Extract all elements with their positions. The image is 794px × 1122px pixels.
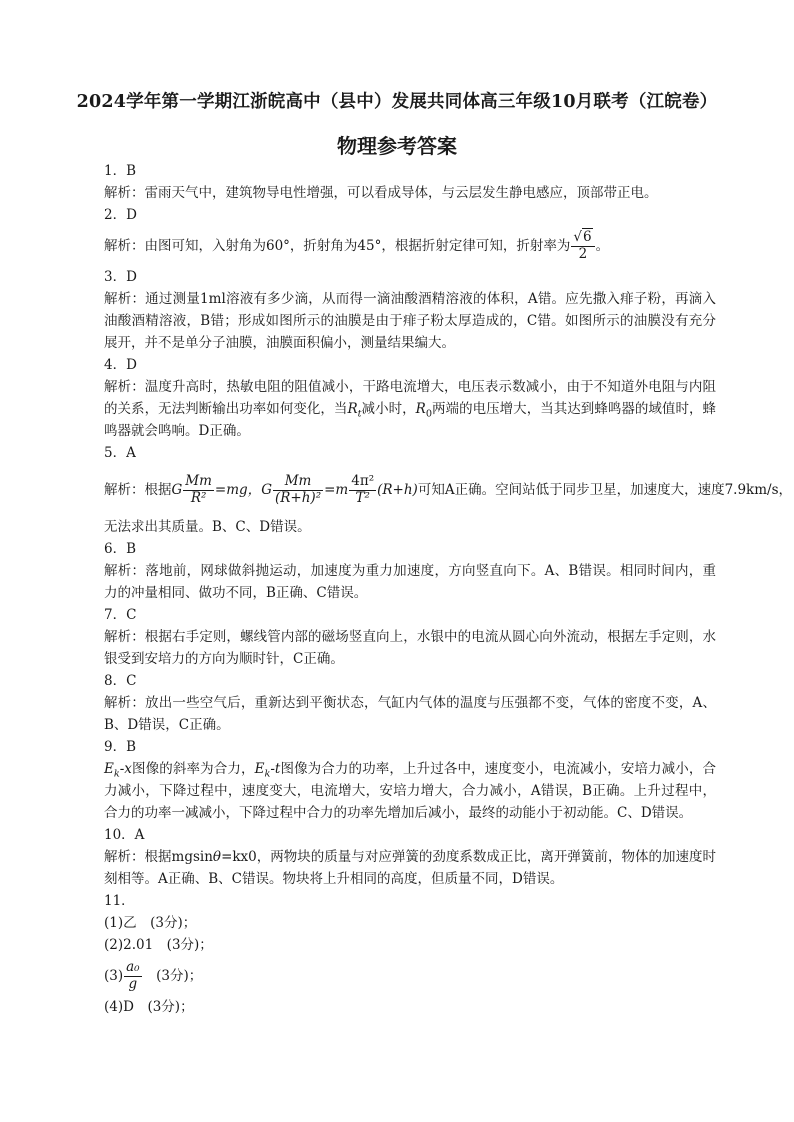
resistor-rt-sub: t — [357, 408, 362, 420]
answer-2-explanation — [104, 226, 716, 266]
answer-3-explanation: 解析：通过测量1ml溶液有多少滴，从而得一滴油酸酒精溶液的体积，A错。应先撒入痱子粉，再滴入油酸酒精溶液，B错；形成如图所示的油膜是由于痱子粉太厚造成的，C错。如图所示的油膜没有充分展开，并不是单分子油膜，油膜面积偏小，测量结果编大。 — [104, 291, 716, 351]
ratio-denominator: g — [128, 976, 138, 992]
answer-9-text-a: 图像的斜率为合力， — [131, 761, 255, 777]
answer-list — [104, 160, 793, 1018]
answer-8-number: 8．C — [104, 673, 137, 689]
gravity-constant-2: G — [261, 482, 272, 498]
answer-10-text-a: 解析：根据mgsin — [104, 849, 213, 865]
ek-t-var: -t — [270, 761, 281, 777]
answer-10-explanation — [104, 846, 716, 890]
part-3-label: (3) — [104, 968, 124, 984]
fraction-2-numerator: Mm — [273, 474, 323, 491]
answer-1-number: 1．B — [104, 163, 137, 179]
gravity-fraction-2 — [273, 474, 323, 506]
ek-t-symbol — [254, 761, 281, 780]
answer-2-number: 2．D — [104, 207, 137, 223]
answer-5-text-b: 可知A正确。空间站低于同步卫星，加速度大，速度7.9km/s， — [417, 482, 793, 498]
ek-x-letter: E — [104, 761, 114, 777]
answer-11-part-1: (1)乙 (3分)； — [104, 915, 197, 931]
answer-10-number: 10．A — [104, 827, 145, 843]
ratio-numerator: a₀ — [126, 959, 140, 976]
page-title: 2024学年第一学期江浙皖高中（县中）发展共同体高三年级10月联考（江皖卷） — [76, 92, 718, 112]
answer-4-text-c: 两端的电压增大，当其达到蜂鸣器的域值时，蜂鸣器就会鸣响。D正确。 — [104, 401, 717, 439]
resistor-rt-symbol: R — [347, 401, 358, 417]
acceleration-ratio-fraction — [124, 960, 141, 992]
equation-3-tail: (R+h) — [377, 482, 418, 498]
ek-t-sub: k — [264, 768, 271, 780]
refractive-index-fraction: $\frac{√6}{2}$ — [571, 230, 594, 262]
resistor-r0-sub: 0 — [425, 408, 432, 420]
ek-x-sub: k — [113, 768, 120, 780]
answer-11-part-4: (4)D (3分)； — [104, 999, 194, 1015]
ek-t-letter: E — [254, 761, 265, 777]
answer-2-text: 解析：由图可知，入射角为60°，折射角为45°，根据折射定律可知，折射率为 — [104, 238, 571, 254]
answer-5-text-a: 解析：根据 — [104, 482, 172, 498]
answer-9-text-b: 图像为合力的功率，上升过各中，速度变小，电流减小，安培力减小，合力减小，下降过程中，速度变大，电流增大，安培力增大，合力减小，A错误，B正确。上升过程中，合力的功率一减减小，下降过程中合力的功率先增加后减小，最终的动能小于初动能。C、D错误。 — [104, 761, 717, 821]
page-subtitle: 物理参考答案 — [337, 134, 457, 158]
answer-4-text-b: 减小时， — [361, 401, 416, 417]
answer-6-number: 6．B — [104, 541, 137, 557]
resistor-r0 — [415, 401, 432, 420]
period-fraction — [349, 474, 376, 506]
equation-2-rhs: =m — [324, 482, 349, 498]
sqrt-value: 6 — [582, 229, 592, 246]
ek-x-var: -x — [119, 761, 132, 777]
answer-5-explanation — [104, 464, 793, 516]
answer-6-explanation: 解析：落地前，网球做斜抛运动，加速度为重力加速度，方向竖直向下。A、B错误。相同时间内，重力的冲量相同、做功不同，B正确、C错误。 — [104, 563, 716, 601]
theta-symbol: θ — [212, 849, 222, 865]
answer-11-part-2: (2)2.01 (3分)； — [104, 937, 213, 953]
answer-2-tail: 。 — [595, 238, 610, 254]
answer-4-text-a: 解析：温度升高时，热敏电阻的阻值减小，干路电流增大，电压表示数减小，由于不知道外电阻与内阻的关系，无法判断输出功率如何变化，当 — [104, 379, 716, 417]
fraction-denominator: 2 — [578, 246, 588, 262]
fraction-3-numerator: 4π² — [351, 473, 375, 490]
answer-7-number: 7．C — [104, 607, 137, 623]
answer-5-conclusion: 无法求出其质量。B、C、D错误。 — [104, 519, 311, 535]
gravity-constant-1: G — [171, 482, 183, 498]
answer-7-explanation: 解析：根据右手定则，螺线管内部的磁场竖直向上，水银中的电流从圆心向外流动，根据左手定则，水银受到安培力的方向为顺时针，C正确。 — [104, 629, 716, 667]
ek-x-symbol — [104, 761, 132, 780]
fraction-1-numerator: Mm — [185, 473, 212, 490]
answer-4-number: 4．D — [104, 357, 137, 373]
answer-11-part-3 — [104, 956, 716, 996]
answer-10-text-b: =kx0，两物块的质量与对应弹簧的劲度系数成正比，离开弹簧前，物体的加速度时刻相等。A正确、B、C错误。物块将上升相同的高度，但质量不同，D错误。 — [104, 849, 716, 887]
fraction-2-denominator: (R+h)² — [274, 490, 322, 506]
gravity-fraction-1 — [183, 474, 214, 506]
answer-1-explanation: 解析：雷雨天气中，建筑物导电性增强，可以看成导体，与云层发生静电感应，顶部带正电。 — [104, 185, 658, 201]
answer-9-explanation — [104, 758, 716, 824]
part-3-score: (3分)； — [142, 968, 203, 984]
equation-1-rhs: =mg， — [214, 482, 262, 498]
answer-5-number: 5．A — [104, 445, 136, 461]
fraction-1-denominator: R² — [190, 490, 207, 506]
answer-3-number: 3．D — [104, 269, 137, 285]
answer-9-number: 9．B — [104, 739, 137, 755]
answer-11-number: 11． — [104, 893, 135, 909]
resistor-r0-symbol: R — [415, 401, 426, 417]
answer-8-explanation: 解析：放出一些空气后，重新达到平衡状态，气缸内气体的温度与压强都不变，气体的密度不变，A、B、D错误，C正确。 — [104, 695, 716, 733]
resistor-rt — [347, 401, 362, 420]
answer-4-explanation — [104, 376, 716, 442]
fraction-3-denominator: T² — [355, 490, 370, 506]
